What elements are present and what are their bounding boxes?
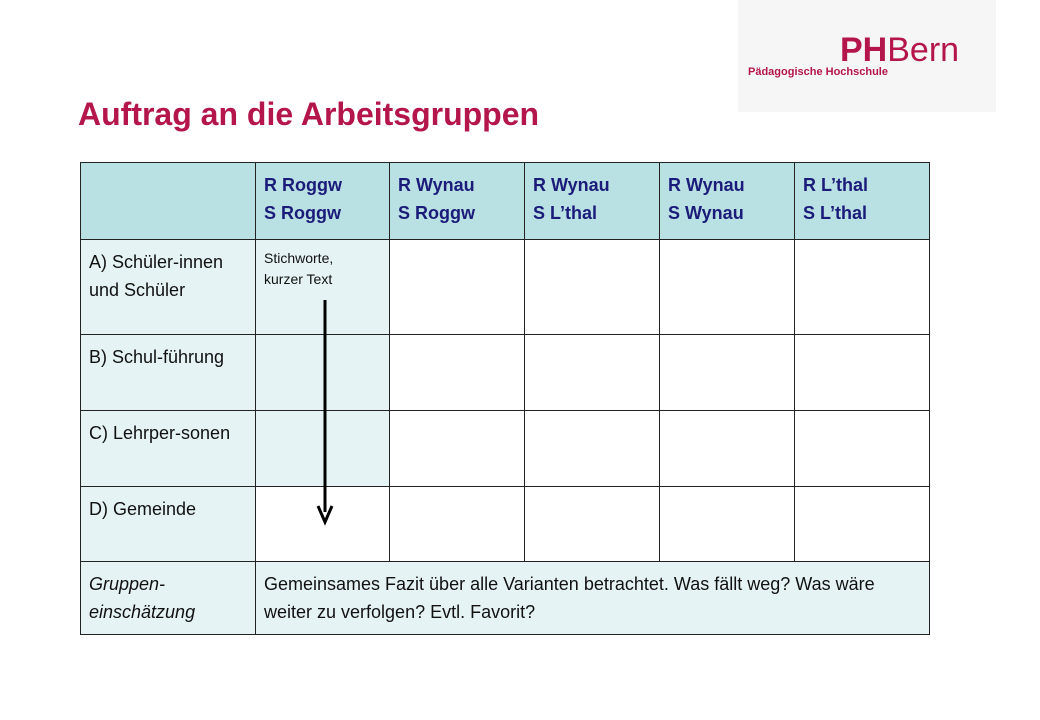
table-row-schueler (81, 240, 930, 335)
table-cell (660, 487, 795, 562)
column-header-3 (525, 163, 660, 240)
table-row-schulfuehrung (81, 335, 930, 411)
row-label-schulfuehrung: B) Schul-führung (81, 335, 256, 411)
table-cell (795, 487, 930, 562)
column-header-3-line2: S L’thal (533, 203, 598, 223)
table-cell (525, 335, 660, 411)
table-cell (390, 487, 525, 562)
column-header-4-line2: S Wynau (668, 203, 744, 223)
table-cell (660, 335, 795, 411)
row-label-lehrpersonen: C) Lehrper-sonen (81, 411, 256, 487)
note-line1: Stichworte, (264, 250, 334, 266)
page-title: Auftrag an die Arbeitsgruppen (78, 96, 540, 132)
logo-subtitle: Pädagogische Hochschule (748, 66, 888, 78)
table-row-summary (81, 562, 930, 635)
column-header-5 (795, 163, 930, 240)
logo-bern: Bern (887, 31, 960, 69)
summary-text: Gemeinsames Fazit über alle Varianten betrachtet. Was fällt weg? Was wäre weiter zu verfolgen? Evtl. Favorit? (256, 562, 930, 635)
logo-ph: PH (840, 31, 888, 69)
table-row-lehrpersonen (81, 411, 930, 487)
table-cell (390, 240, 525, 335)
column-header-1 (256, 163, 390, 240)
note-line2: kurzer Text (264, 271, 333, 287)
table-cell (390, 411, 525, 487)
column-header-3-line1: R Wynau (533, 175, 610, 195)
column-header-4-line1: R Wynau (668, 175, 745, 195)
column-header-5-line1: R L’thal (803, 175, 869, 195)
phbern-logo (840, 33, 959, 67)
table-cell (660, 411, 795, 487)
header-corner-cell (81, 163, 256, 240)
summary-label: Gruppen-einschätzung (81, 562, 256, 635)
table-cell (795, 411, 930, 487)
header-row (81, 163, 930, 240)
column-header-2 (390, 163, 525, 240)
table-cell (390, 335, 525, 411)
column-header-1-line2: S Roggw (264, 203, 341, 223)
column-header-5-line2: S L’thal (803, 203, 868, 223)
row-label-gemeinde: D) Gemeinde (81, 487, 256, 562)
table-cell (525, 240, 660, 335)
assignment-table (80, 162, 930, 635)
table-cell (795, 335, 930, 411)
down-arrow-icon (312, 298, 340, 528)
table-cell (525, 487, 660, 562)
column-header-4 (660, 163, 795, 240)
table-cell (795, 240, 930, 335)
table-row-gemeinde (81, 487, 930, 562)
column-header-2-line1: R Wynau (398, 175, 475, 195)
column-header-1-line1: R Roggw (264, 175, 342, 195)
table-cell (525, 411, 660, 487)
column-header-2-line2: S Roggw (398, 203, 475, 223)
row-label-schueler: A) Schüler-innen und Schüler (81, 240, 256, 335)
table-cell (660, 240, 795, 335)
